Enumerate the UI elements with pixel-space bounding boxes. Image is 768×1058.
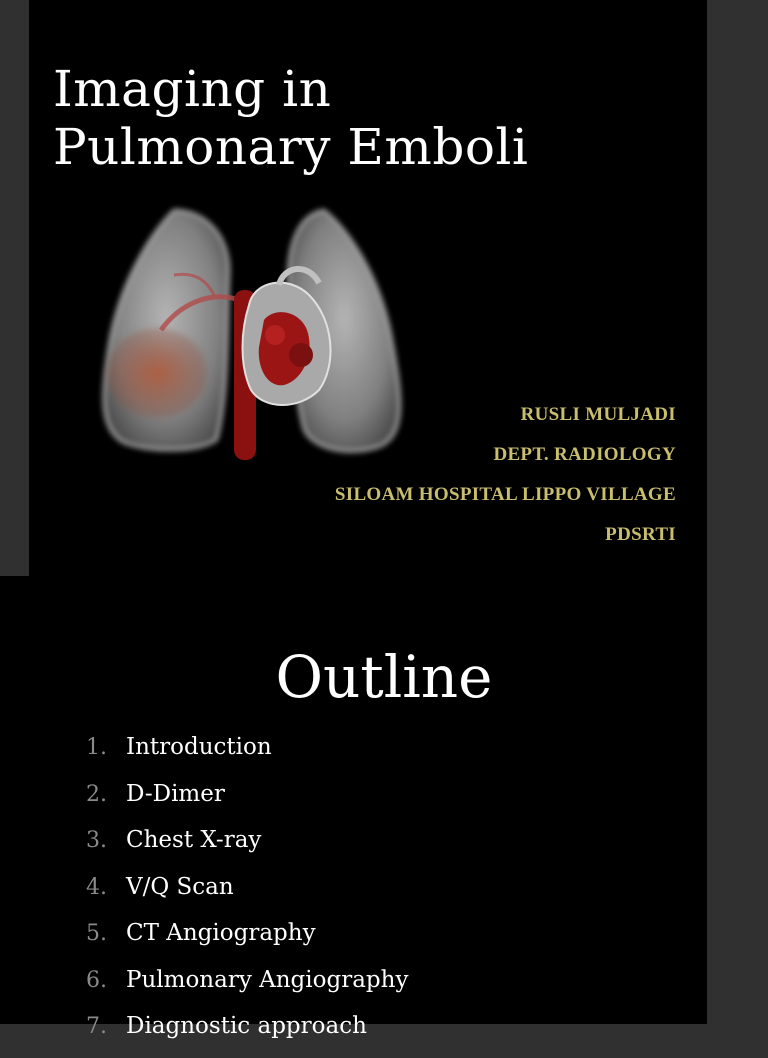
outline-list <box>86 732 408 1058</box>
author-info <box>335 402 676 562</box>
author-department: DEPT. RADIOLOGY <box>493 444 676 465</box>
list-item-label: V/Q Scan <box>126 873 234 900</box>
list-item <box>86 918 408 965</box>
list-item-label: Chest X-ray <box>126 827 262 853</box>
list-item <box>86 825 408 872</box>
list-item-label: D-Dimer <box>126 780 225 807</box>
author-hospital: SILOAM HOSPITAL LIPPO VILLAGE <box>334 484 676 505</box>
list-item-label: CT Angiography <box>126 920 316 946</box>
viewer-background-right <box>707 0 768 1024</box>
list-item <box>86 965 408 1012</box>
author-name: RUSLI MULJADI <box>520 404 676 425</box>
slide-title-line1: Imaging in <box>53 60 332 118</box>
list-item <box>86 779 408 826</box>
list-item-number: 7. <box>86 1014 107 1039</box>
list-item-number: 2. <box>86 781 107 807</box>
outline-title: Outline <box>275 643 493 711</box>
list-item-number: 5. <box>86 921 107 946</box>
list-item <box>86 1011 408 1058</box>
list-item-label: Diagnostic approach <box>126 1013 367 1039</box>
slide-title-line2: Pulmonary Emboli <box>53 118 529 176</box>
list-item-number: 4. <box>86 874 107 900</box>
list-item <box>86 732 408 779</box>
list-item-label: Introduction <box>126 734 272 760</box>
list-item-number: 6. <box>86 967 107 993</box>
list-item-number: 3. <box>86 828 107 853</box>
outline-slide <box>0 576 707 1039</box>
list-item-number: 1. <box>86 735 107 760</box>
author-organization: PDSRTI <box>605 524 676 545</box>
title-slide <box>29 0 707 576</box>
list-item-label: Pulmonary Angiography <box>126 966 409 993</box>
slide-title <box>53 60 528 176</box>
list-item <box>86 872 408 919</box>
